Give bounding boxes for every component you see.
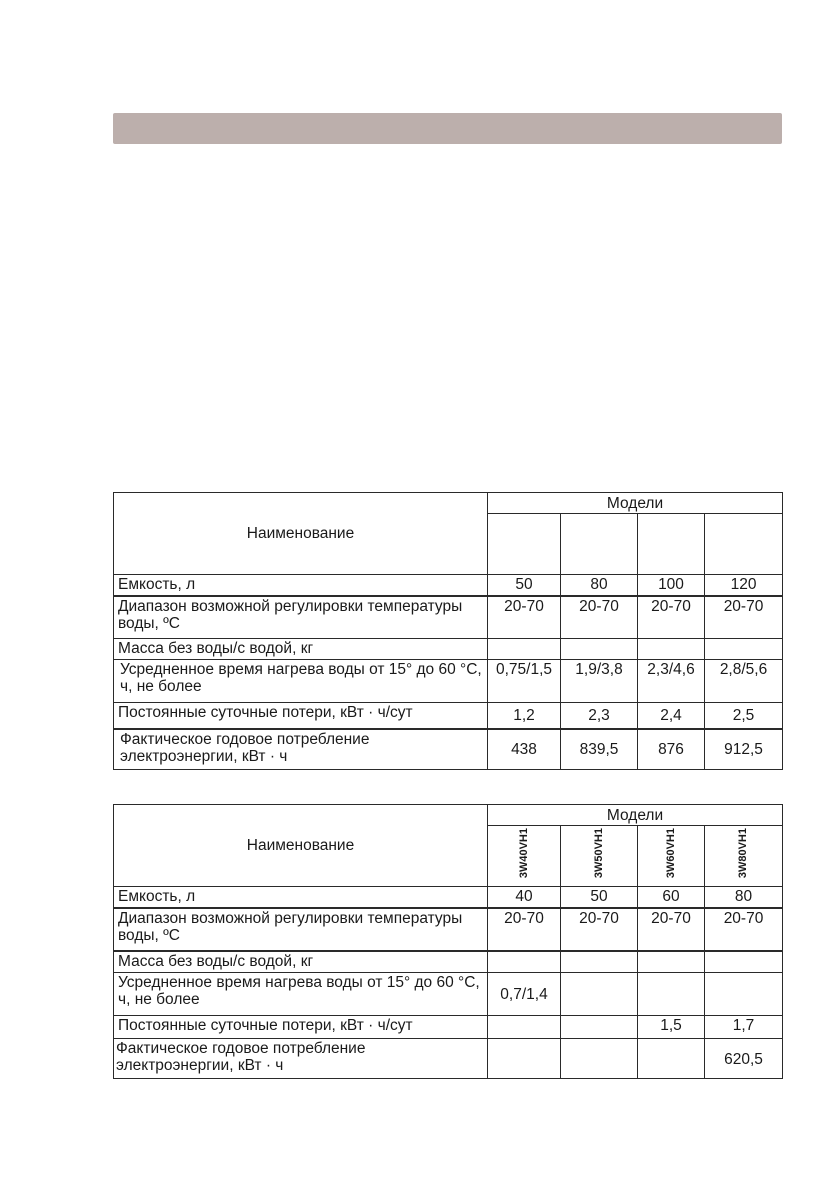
cell-value: 60: [638, 887, 705, 908]
cell-value: 80: [561, 575, 638, 596]
model-name: 3W80VH1: [705, 826, 783, 887]
model-name: [561, 514, 638, 575]
cell-value: [488, 1039, 561, 1079]
cell-value: 120: [705, 575, 783, 596]
cell-value: [561, 639, 638, 660]
table-row: [114, 951, 783, 973]
cell-value: 50: [561, 887, 638, 908]
row-label: Масса без воды/с водой, кг: [114, 951, 488, 973]
table-row: [114, 596, 783, 639]
row-label: Постоянные суточные потери, кВт · ч/сут: [114, 1016, 488, 1039]
cell-value: 0,75/1,5: [488, 660, 561, 703]
model-name: 3W50VH1: [561, 826, 638, 887]
cell-value: 438: [488, 729, 561, 770]
table-row: [114, 703, 783, 729]
cell-value: 2,3/4,6: [638, 660, 705, 703]
cell-value: 876: [638, 729, 705, 770]
row-label: Постоянные суточные потери, кВт · ч/сут: [114, 703, 488, 729]
table-row: [114, 660, 783, 703]
cell-value: 0,7/1,4: [488, 973, 561, 1016]
table-row: [114, 639, 783, 660]
cell-value: 20-70: [488, 908, 561, 951]
name-header: Наименование: [114, 493, 488, 575]
cell-value: 2,4: [638, 703, 705, 729]
row-label: Усредненное время нагрева воды от 15° до 60 °С, ч, не более: [114, 973, 488, 1016]
table-row: [114, 1016, 783, 1039]
row-label: Усредненное время нагрева воды от 15° до 60 °С, ч, не более: [114, 660, 488, 703]
cell-value: 50: [488, 575, 561, 596]
cell-value: 1,2: [488, 703, 561, 729]
row-label: Диапазон возможной регулировки температуры воды, ºС: [114, 908, 488, 951]
name-header: Наименование: [114, 805, 488, 887]
cell-value: [638, 1039, 705, 1079]
row-label: Фактическое годовое потребление электроэнергии, кВт · ч: [114, 729, 488, 770]
cell-value: 2,3: [561, 703, 638, 729]
cell-value: [561, 951, 638, 973]
cell-value: 1,9/3,8: [561, 660, 638, 703]
cell-value: [561, 1016, 638, 1039]
row-label: Емкость, л: [114, 887, 488, 908]
cell-value: [705, 951, 783, 973]
cell-value: [638, 973, 705, 1016]
model-name: [488, 514, 561, 575]
cell-value: 20-70: [561, 908, 638, 951]
row-label: Диапазон возможной регулировки температуры воды, ºС: [114, 596, 488, 639]
cell-value: [561, 1039, 638, 1079]
cell-value: 1,5: [638, 1016, 705, 1039]
spec-table-2: [113, 804, 783, 1079]
model-name: [638, 514, 705, 575]
cell-value: 1,7: [705, 1016, 783, 1039]
table-row: [114, 575, 783, 596]
row-label: Емкость, л: [114, 575, 488, 596]
cell-value: [705, 639, 783, 660]
table-row: [114, 908, 783, 951]
cell-value: 80: [705, 887, 783, 908]
cell-value: 40: [488, 887, 561, 908]
cell-value: [638, 639, 705, 660]
cell-value: 620,5: [705, 1039, 783, 1079]
table-row: [114, 887, 783, 908]
cell-value: 2,5: [705, 703, 783, 729]
cell-value: 20-70: [488, 596, 561, 639]
cell-value: 839,5: [561, 729, 638, 770]
section-header-bar: [113, 113, 782, 144]
cell-value: 20-70: [638, 908, 705, 951]
cell-value: [488, 951, 561, 973]
table-row: [114, 973, 783, 1016]
cell-value: 20-70: [705, 596, 783, 639]
row-label: Фактическое годовое потребление электроэнергии, кВт · ч: [114, 1039, 488, 1079]
table-row: [114, 729, 783, 770]
cell-value: 2,8/5,6: [705, 660, 783, 703]
cell-value: [488, 1016, 561, 1039]
row-label: Масса без воды/с водой, кг: [114, 639, 488, 660]
model-name: 3W40VH1: [488, 826, 561, 887]
cell-value: 912,5: [705, 729, 783, 770]
cell-value: [561, 973, 638, 1016]
model-name: 3W60VH1: [638, 826, 705, 887]
cell-value: 100: [638, 575, 705, 596]
cell-value: [638, 951, 705, 973]
cell-value: 20-70: [638, 596, 705, 639]
cell-value: [488, 639, 561, 660]
cell-value: 20-70: [705, 908, 783, 951]
spec-table-1: [113, 492, 783, 770]
models-header: Модели: [488, 805, 783, 826]
model-name: [705, 514, 783, 575]
cell-value: 20-70: [561, 596, 638, 639]
cell-value: [705, 973, 783, 1016]
models-header: Модели: [488, 493, 783, 514]
table-row: [114, 1039, 783, 1079]
